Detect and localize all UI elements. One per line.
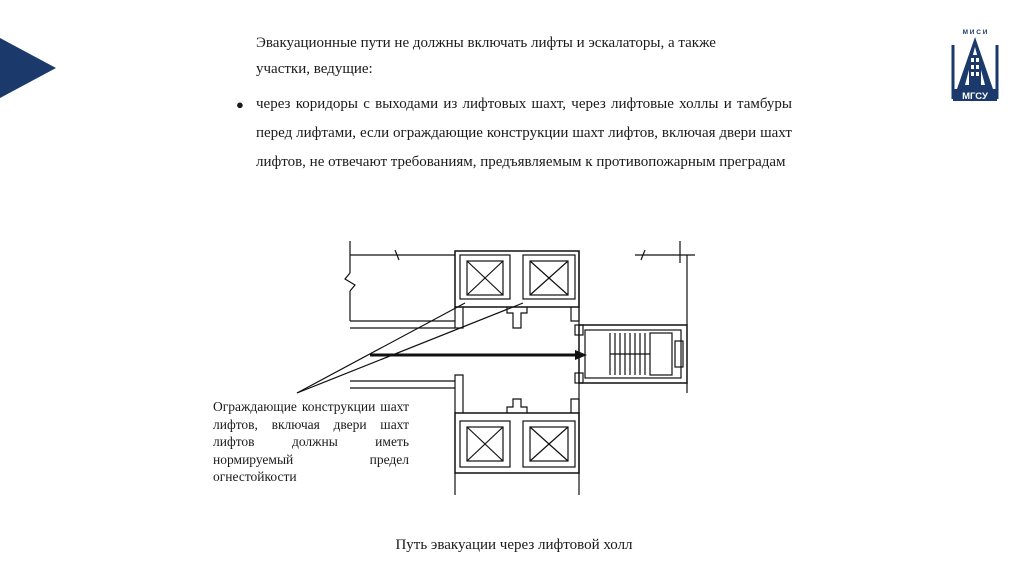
intro-paragraph [256, 30, 792, 82]
logo-text: МГСУ [962, 91, 988, 102]
bullet-dot-icon: ● [236, 97, 244, 112]
intro-line-2: участки, ведущие: [256, 61, 373, 77]
diagram-label: Ограждающие конструкции шахт лифтов, включая двери шахт лифтов должны иметь нормируемый предел огнестойкости [213, 399, 409, 484]
mgsu-logo [949, 25, 1001, 107]
intro-line-1: Эвакуационные пути не должны включать лифты и эскалаторы, а также [256, 35, 716, 51]
slide-arrow-icon [0, 38, 56, 98]
logo-subtext: М И С И [962, 29, 988, 36]
bullet-text: через коридоры с выходами из лифтовых шахт, через лифтовые холлы и тамбуры перед лифтами, если ограждающие конструкции шахт лифтов, включая двери шахт лифтов, не отвечают требованиям, предъявляемым к противопожарным преградам [256, 96, 792, 170]
figure-caption: Путь эвакуации через лифтовой холл [395, 537, 633, 553]
